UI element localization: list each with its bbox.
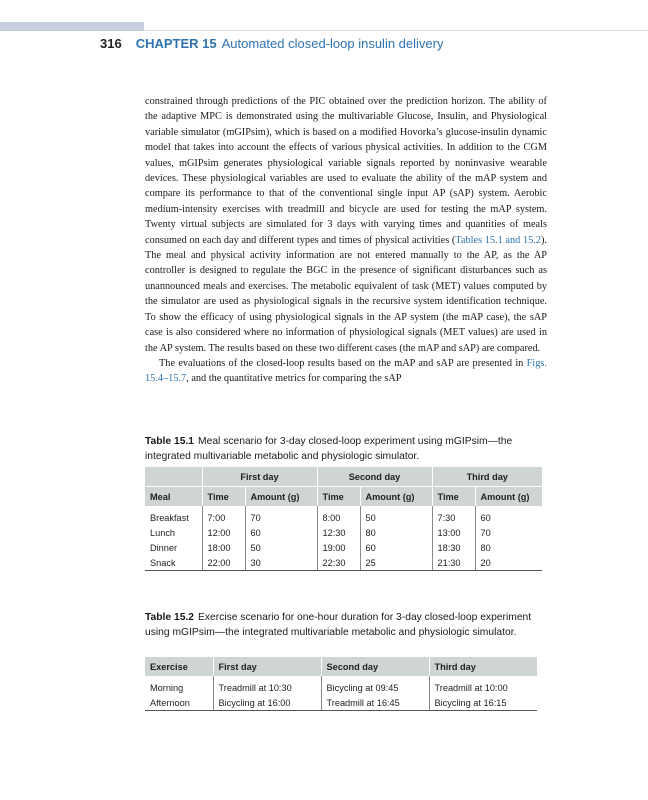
column-header: Time <box>202 487 245 507</box>
table-cell: 18:00 <box>202 540 245 555</box>
table-1-caption <box>145 434 547 464</box>
column-header: Amount (g) <box>245 487 317 507</box>
table-2-column-header <box>145 657 537 676</box>
table-cell: 60 <box>360 540 432 555</box>
table-cell: Lunch <box>150 527 176 538</box>
table-cell: Bicycling at 09:45 <box>321 680 429 695</box>
column-header: Amount (g) <box>360 487 432 507</box>
paragraph-2 <box>145 356 547 387</box>
column-header: Exercise <box>145 657 213 676</box>
table-cell: Breakfast <box>150 512 189 523</box>
table-cell: 80 <box>475 540 542 555</box>
table-cell: Treadmill at 10:30 <box>213 680 321 695</box>
table-cell: 20 <box>475 555 542 571</box>
column-header: Time <box>432 487 475 507</box>
table-1-column-header <box>145 487 542 507</box>
table-row <box>145 680 537 695</box>
table-crossref-link[interactable]: Tables 15.1 and 15.2 <box>455 234 541 246</box>
group-first-day: First day <box>202 467 317 487</box>
table-cell: Afternoon <box>145 695 213 711</box>
table-cell: 70 <box>245 510 317 525</box>
column-header: First day <box>213 657 321 676</box>
table-cell: 8:00 <box>317 510 360 525</box>
table-cell: Snack <box>145 555 202 571</box>
table-cell: Bicycling at 16:00 <box>213 695 321 711</box>
table-row <box>145 525 542 540</box>
running-header <box>100 36 443 51</box>
column-header: Time <box>317 487 360 507</box>
chapter-title: Automated closed-loop insulin delivery <box>221 36 444 51</box>
table-cell: 18:30 <box>432 540 475 555</box>
table-2-caption-text: Exercise scenario for one-hour duration for 3-day closed-loop experiment using mGIPsim—the integrated multivariable metabolic and physiologic simulator. <box>145 612 532 638</box>
table-cell: Bicycling at 16:15 <box>429 695 537 711</box>
column-header: Second day <box>321 657 429 676</box>
table-row <box>145 540 542 555</box>
table-cell: 7:30 <box>432 510 475 525</box>
paragraph-2-text-a: The evaluations of the closed-loop results based on the mAP and sAP are presented in <box>159 357 527 369</box>
table-cell: 50 <box>245 540 317 555</box>
table-cell: 60 <box>245 525 317 540</box>
table-row <box>145 555 542 571</box>
table-cell: Treadmill at 10:00 <box>429 680 537 695</box>
table-cell: 50 <box>360 510 432 525</box>
table-cell: 80 <box>360 525 432 540</box>
table-cell: 19:00 <box>317 540 360 555</box>
paragraph-2-text-b: , and the quantitative metrics for comparing the sAP <box>186 373 402 385</box>
table-cell: 13:00 <box>432 525 475 540</box>
paragraph-1-text-b: ). The meal and physical activity information are not entered manually to the AP, as the AP controller is designed to regulate the BGC in the presence of significant disturbances such as unannounced meals and exercises. The metabolic equivalent of task (MET) values computed by the simulator are used as physiological signals in the recursive system identification technique. To show the efficacy of using physiological signals in the AP system (the mAP case), the sAP case is also considered where no information of physiological signals (MET values) are used in the AP system. The results based on these two different cases (the mAP and sAP) are compared. <box>145 234 548 354</box>
table-row <box>145 695 537 711</box>
column-header: Third day <box>429 657 537 676</box>
paragraph-1 <box>145 94 547 356</box>
table-cell: 60 <box>475 510 542 525</box>
table-cell: 30 <box>245 555 317 571</box>
table-2-caption <box>145 610 547 640</box>
column-header: Amount (g) <box>475 487 542 507</box>
table-cell: Treadmill at 16:45 <box>321 695 429 711</box>
table-cell: 7:00 <box>202 510 245 525</box>
page-number: 316 <box>100 36 122 51</box>
table-1-corner <box>145 467 202 487</box>
table-cell: 25 <box>360 555 432 571</box>
table-row <box>145 510 542 525</box>
chapter-label: CHAPTER 15 <box>135 36 217 51</box>
header-rule <box>144 30 648 31</box>
column-header: Meal <box>145 487 202 507</box>
paragraph-1-text-a: constrained through predictions of the PIC obtained over the prediction horizon. The ability of the adaptive MPC is demonstrated using the multivariable Glucose, Insulin, and Physiological variable simulator (mGIPsim), which is based on a modified Hovorka’s glucose-insulin dynamic model that takes into account the effects of various physical activities. In addition to the CGM values, mGIPsim generates physiological variable signals reported by noninvasive wearable devices. These physiological variables are used to evaluate the ability of the mAP system and compare its performance to that of the conventional single input AP (sAP) system. Aerobic medium-intensity exercises with treadmill and bicycle are used for testing the mAP system. Twenty virtual subjects are simulated for 3 days with varying times and quantities of meals consumed on each day and different types and times of physical activities ( <box>145 96 547 246</box>
header-accent-bar <box>0 22 144 31</box>
table-cell: 21:30 <box>432 555 475 571</box>
group-second-day: Second day <box>317 467 432 487</box>
table-cell: 22:30 <box>317 555 360 571</box>
body-text <box>145 94 547 387</box>
table-1-group-header <box>145 467 542 487</box>
group-third-day: Third day <box>432 467 542 487</box>
figure-crossref-link[interactable]: Figs. 15.4–15.7 <box>145 357 547 385</box>
table-cell: Dinner <box>150 542 178 553</box>
meal-scenario-table <box>145 467 542 571</box>
table-cell: 22:00 <box>202 555 245 571</box>
table-cell: 12:00 <box>202 525 245 540</box>
table-1-caption-text: Meal scenario for 3-day closed-loop experiment using mGIPsim—the integrated multivariable metabolic and physiologic simulator. <box>145 436 513 462</box>
table-cell: Morning <box>150 682 184 693</box>
table-1-label: Table 15.1 <box>145 436 195 447</box>
table-cell: 70 <box>475 525 542 540</box>
table-cell: 12:30 <box>317 525 360 540</box>
exercise-scenario-table <box>145 657 537 711</box>
table-2-label: Table 15.2 <box>145 612 195 623</box>
